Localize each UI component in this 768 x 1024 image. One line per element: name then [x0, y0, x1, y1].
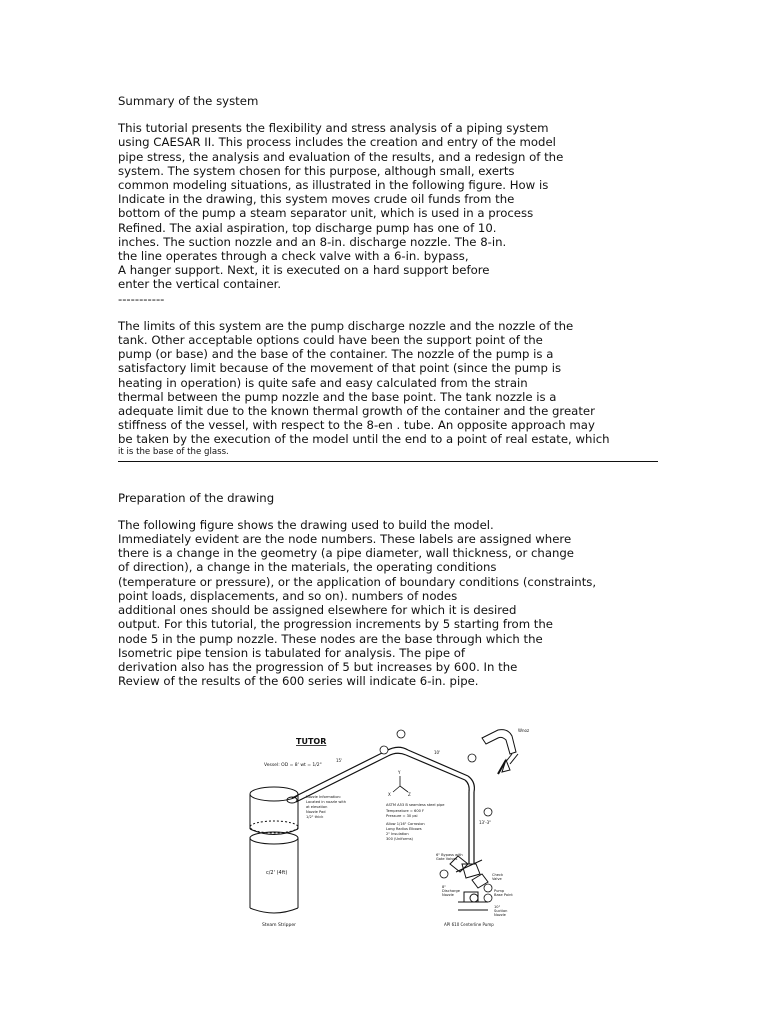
vessel-label: Steam Stripper	[262, 923, 297, 928]
pipe-info-text: ASTM A53 B seamless steel pipe Temperature = 600 F Pressure = 30 psi Allow 1/16" Corrosion Long Radius Elbows 2" Insulation 300 (Uniforms)	[386, 803, 445, 841]
pump-label: API 610 Centerline Pump	[444, 922, 494, 927]
dim-label: 13'-3"	[479, 820, 492, 825]
elbow-detail	[482, 728, 529, 774]
bypass-label: 6" Bypass with Gate Valves	[436, 853, 463, 861]
check-valve-label: Check Valve	[492, 873, 504, 881]
dim-label: 15'	[336, 758, 343, 763]
svg-text:Y: Y	[398, 770, 401, 775]
section-heading-summary: Summary of the system	[118, 94, 259, 108]
nozzle-info-text: Nozzle Information: Located in nozzle with at elevation Nozzle Pad 1/2" thick	[306, 795, 347, 819]
figure-title: TUTOR	[296, 737, 327, 746]
summary-paragraph-1: This tutorial presents the flexibility and stress analysis of a piping system using CAESAR II. This process includes the creation and entry of the model pipe stress, the analysis and evaluation of the results, and a redesign of the system. The system chosen for this purpose, although small, exerts common modeling situations, as illustrated in the following figure. How is Indicate in the drawing, this system moves crude oil funds from the bottom of the pump a steam separator unit, which is used in a process Refined. The axial aspiration, top discharge pump has one of 10. inches. The suction nozzle and an 8-in. discharge nozzle. The 8-in. the line operates through a check valve with a 6-in. bypass, A hanger support. Next, it is executed on a hard support before enter the vertical container. -----------	[118, 121, 564, 306]
pump-valve-assembly	[450, 856, 488, 910]
axis-triad	[388, 770, 411, 797]
discharge-label: 8" Discharge Nozzle	[442, 885, 461, 897]
vessel-info-text: Vessel: OD = 8' wt = 1/2"	[264, 763, 322, 768]
summary-paragraph-2: The limits of this system are the pump discharge nozzle and the nozzle of the tank. Other acceptable options could have been the support point of the pump (or base) and the base of the container. The nozzle of the pump is a satisfactory limit because of the movement of that point (since the pump is heating in operation) is quite safe and easy calculated from the strain thermal between the pump nozzle and the base point. The tank nozzle is a adequate limit due to the known thermal growth of the container and the greater stiffness of the vessel, with respect to the 8-en . tube. An opposite approach may be taken by the execution of the model until the end to a point of real estate, which	[118, 318, 610, 447]
piping-isometric-figure	[236, 714, 538, 928]
pump-base-label: Pump Base Point	[494, 889, 513, 897]
dim-label: 10'	[434, 750, 441, 755]
preparation-paragraph: The following figure shows the drawing used to build the model. Immediately evident are the node numbers. These labels are assigned where there is a change in the geometry (a pipe diameter, wall thickness, or change of direction), a change in the materials, the operating conditions (temperature or pressure), or the application of boundary conditions (constraints, point loads, displacements, and so on). numbers of nodes additional ones should be assigned elsewhere for which it is desired output. For this tutorial, the progression increments by 5 starting from the node 5 in the pump nozzle. These nodes are the base through which the Isometric pipe tension is tabulated for analysis. The pipe of derivation also has the progression of 5 but increases by 600. In the Review of the results of the 600 series will indicate 6-in. pipe.	[118, 517, 597, 689]
svg-text:Z: Z	[408, 792, 411, 797]
steam-stripper-vessel	[250, 787, 298, 913]
piping-drawing	[236, 714, 538, 928]
summary-small-line: it is the base of the glass.	[118, 446, 229, 457]
svg-text:X: X	[388, 792, 391, 797]
suction-label: 10" Suction Nozzle	[494, 905, 508, 917]
section-heading-preparation: Preparation of the drawing	[118, 490, 275, 505]
svg-text:c/2' (4ft): c/2' (4ft)	[266, 870, 288, 876]
document-page	[118, 94, 663, 688]
svg-text:Wnoz: Wnoz	[518, 728, 530, 733]
